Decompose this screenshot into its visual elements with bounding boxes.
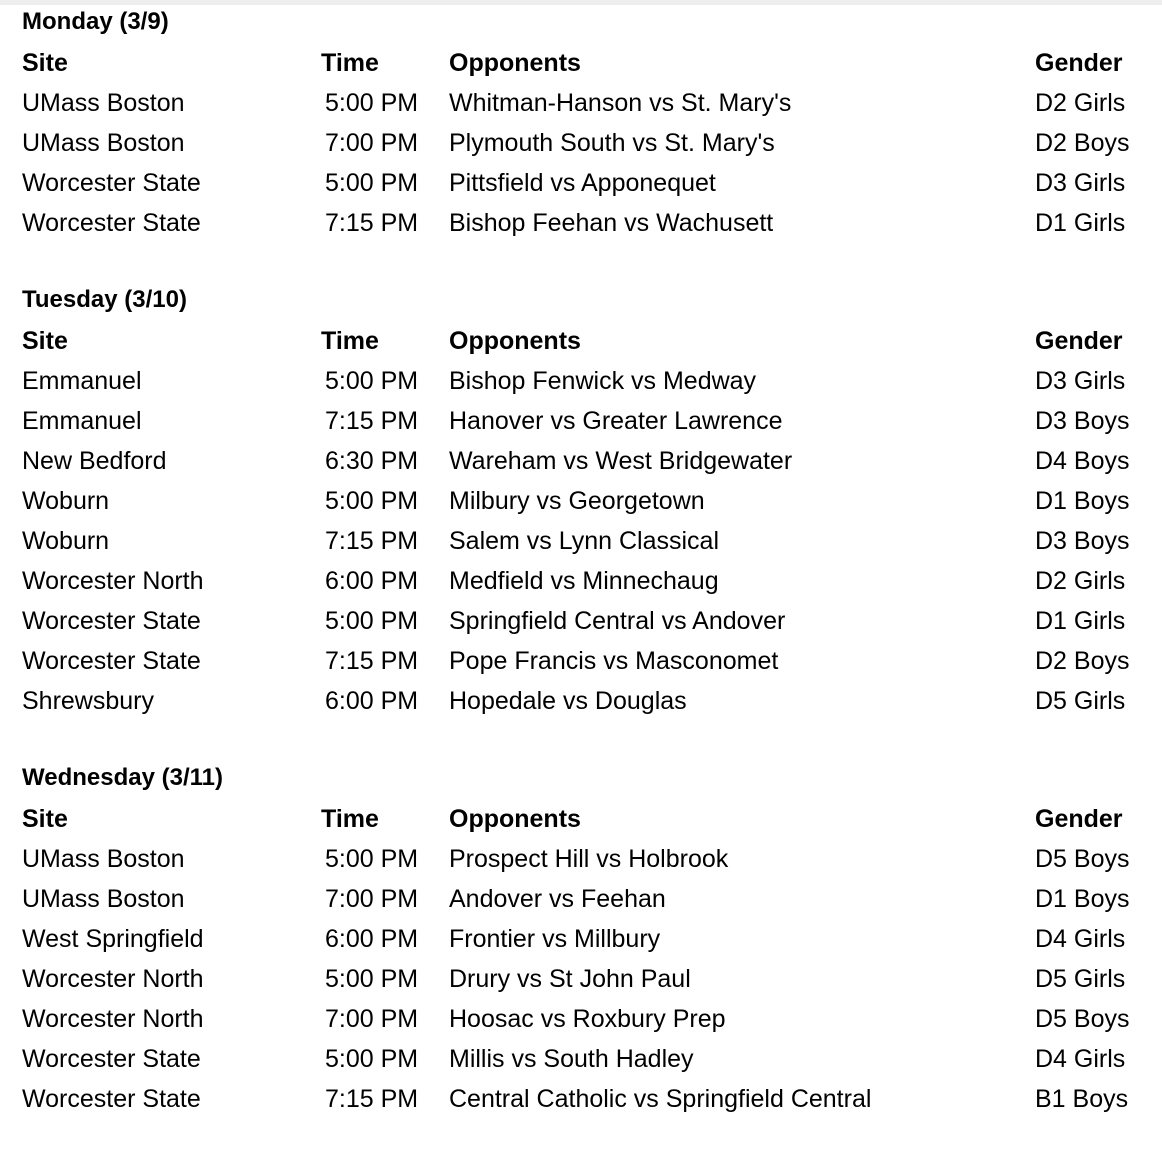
game-opponents: Hanover vs Greater Lawrence — [449, 407, 783, 435]
game-gender: D2 Girls — [1035, 567, 1126, 595]
game-opponents: Central Catholic vs Springfield Central — [449, 1085, 872, 1113]
game-site: Woburn — [22, 527, 110, 555]
day-section — [22, 281, 1142, 721]
game-row — [22, 879, 1142, 919]
day-title: Wednesday (3/11) — [22, 764, 223, 791]
game-row — [22, 441, 1142, 481]
game-gender: D1 Boys — [1035, 885, 1130, 913]
game-opponents: Frontier vs Millbury — [449, 925, 661, 953]
game-time: 7:00 PM — [325, 1005, 419, 1033]
game-time: 7:00 PM — [325, 129, 419, 157]
game-time: 6:30 PM — [325, 447, 419, 475]
game-site: Worcester State — [22, 209, 201, 237]
game-time: 5:00 PM — [325, 169, 419, 197]
game-gender: D5 Girls — [1035, 965, 1126, 993]
game-row — [22, 1079, 1142, 1119]
game-gender: D3 Boys — [1035, 407, 1130, 435]
game-opponents: Whitman-Hanson vs St. Mary's — [449, 89, 792, 117]
game-gender: D2 Boys — [1035, 129, 1130, 157]
column-header-time: Time — [321, 327, 379, 355]
game-time: 5:00 PM — [325, 845, 419, 873]
game-opponents: Salem vs Lynn Classical — [449, 527, 720, 555]
game-row — [22, 83, 1142, 123]
game-site: Worcester North — [22, 965, 204, 993]
game-row — [22, 919, 1142, 959]
game-gender: D3 Girls — [1035, 169, 1126, 197]
game-opponents: Prospect Hill vs Holbrook — [449, 845, 729, 873]
game-row — [22, 999, 1142, 1039]
game-row — [22, 123, 1142, 163]
game-opponents: Bishop Feehan vs Wachusett — [449, 209, 774, 237]
game-row — [22, 203, 1142, 243]
game-time: 5:00 PM — [325, 1045, 419, 1073]
game-opponents: Pope Francis vs Masconomet — [449, 647, 779, 675]
game-time: 5:00 PM — [325, 367, 419, 395]
game-time: 6:00 PM — [325, 925, 419, 953]
game-time: 7:15 PM — [325, 647, 419, 675]
column-header-site: Site — [22, 49, 68, 77]
game-row — [22, 601, 1142, 641]
game-opponents: Plymouth South vs St. Mary's — [449, 129, 775, 157]
game-site: Worcester State — [22, 607, 201, 635]
game-gender: D3 Boys — [1035, 527, 1130, 555]
column-header-row — [22, 799, 1142, 839]
game-site: Emmanuel — [22, 407, 142, 435]
column-header-opponents: Opponents — [449, 327, 581, 355]
column-header-row — [22, 321, 1142, 361]
game-site: Shrewsbury — [22, 687, 154, 715]
column-header-time: Time — [321, 805, 379, 833]
game-opponents: Hoosac vs Roxbury Prep — [449, 1005, 726, 1033]
game-gender: D2 Girls — [1035, 89, 1126, 117]
column-header-site: Site — [22, 327, 68, 355]
game-row — [22, 163, 1142, 203]
column-header-time: Time — [321, 49, 379, 77]
game-opponents: Bishop Fenwick vs Medway — [449, 367, 757, 395]
game-site: Emmanuel — [22, 367, 142, 395]
game-opponents: Wareham vs West Bridgewater — [449, 447, 793, 475]
column-header-gender: Gender — [1035, 805, 1123, 833]
game-site: Woburn — [22, 487, 110, 515]
game-site: UMass Boston — [22, 129, 185, 157]
game-row — [22, 361, 1142, 401]
game-time: 5:00 PM — [325, 965, 419, 993]
game-site: West Springfield — [22, 925, 204, 953]
game-time: 6:00 PM — [325, 687, 419, 715]
game-time: 5:00 PM — [325, 487, 419, 515]
game-row — [22, 959, 1142, 999]
game-time: 7:15 PM — [325, 407, 419, 435]
column-header-row — [22, 43, 1142, 83]
game-opponents: Millis vs South Hadley — [449, 1045, 694, 1073]
game-row — [22, 681, 1142, 721]
game-row — [22, 521, 1142, 561]
column-header-site: Site — [22, 805, 68, 833]
day-title: Tuesday (3/10) — [22, 286, 187, 313]
game-gender: D3 Girls — [1035, 367, 1126, 395]
game-time: 7:00 PM — [325, 885, 419, 913]
game-site: New Bedford — [22, 447, 167, 475]
game-opponents: Drury vs St John Paul — [449, 965, 691, 993]
game-gender: D5 Boys — [1035, 845, 1130, 873]
game-row — [22, 839, 1142, 879]
game-gender: D5 Girls — [1035, 687, 1126, 715]
game-gender: D4 Boys — [1035, 447, 1130, 475]
game-opponents: Andover vs Feehan — [449, 885, 666, 913]
column-header-gender: Gender — [1035, 327, 1123, 355]
game-site: Worcester State — [22, 1045, 201, 1073]
day-title: Monday (3/9) — [22, 8, 169, 35]
game-site: Worcester North — [22, 567, 204, 595]
game-time: 6:00 PM — [325, 567, 419, 595]
column-header-opponents: Opponents — [449, 805, 581, 833]
schedule — [22, 3, 1142, 1157]
game-time: 5:00 PM — [325, 89, 419, 117]
game-site: UMass Boston — [22, 89, 185, 117]
game-site: Worcester State — [22, 169, 201, 197]
game-opponents: Medfield vs Minnechaug — [449, 567, 719, 595]
game-opponents: Springfield Central vs Andover — [449, 607, 786, 635]
day-section — [22, 3, 1142, 243]
game-gender: D1 Boys — [1035, 487, 1130, 515]
game-time: 7:15 PM — [325, 209, 419, 237]
game-gender: D4 Girls — [1035, 1045, 1126, 1073]
game-row — [22, 401, 1142, 441]
column-header-opponents: Opponents — [449, 49, 581, 77]
game-gender: D4 Girls — [1035, 925, 1126, 953]
day-section — [22, 759, 1142, 1119]
game-row — [22, 1039, 1142, 1079]
game-row — [22, 561, 1142, 601]
game-time: 7:15 PM — [325, 1085, 419, 1113]
game-site: UMass Boston — [22, 845, 185, 873]
game-gender: D1 Girls — [1035, 209, 1126, 237]
game-opponents: Hopedale vs Douglas — [449, 687, 687, 715]
column-header-gender: Gender — [1035, 49, 1123, 77]
game-row — [22, 481, 1142, 521]
game-gender: D2 Boys — [1035, 647, 1130, 675]
game-row — [22, 641, 1142, 681]
game-opponents: Pittsfield vs Apponequet — [449, 169, 716, 197]
game-time: 5:00 PM — [325, 607, 419, 635]
game-site: Worcester North — [22, 1005, 204, 1033]
game-time: 7:15 PM — [325, 527, 419, 555]
game-site: Worcester State — [22, 1085, 201, 1113]
game-site: UMass Boston — [22, 885, 185, 913]
game-site: Worcester State — [22, 647, 201, 675]
game-opponents: Milbury vs Georgetown — [449, 487, 705, 515]
game-gender: B1 Boys — [1035, 1085, 1129, 1113]
game-gender: D1 Girls — [1035, 607, 1126, 635]
game-gender: D5 Boys — [1035, 1005, 1130, 1033]
